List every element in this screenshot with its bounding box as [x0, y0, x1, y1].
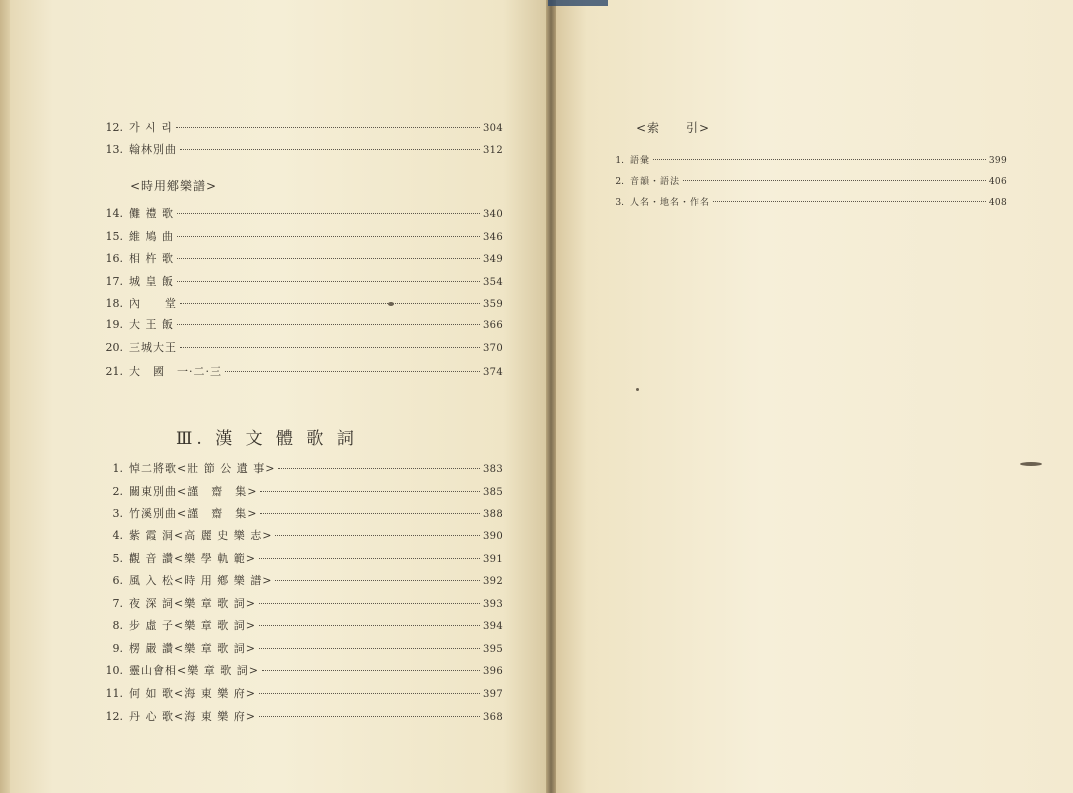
entry-title: 大 王 飯 — [129, 318, 174, 331]
entry-page: 392 — [483, 576, 503, 587]
book-gutter — [546, 0, 556, 793]
index-entry — [610, 175, 1007, 189]
entry-number: 10. — [105, 664, 123, 677]
entry-title: 儺 禮 歌 — [129, 207, 174, 220]
dot-leader — [177, 281, 480, 282]
entry-number: 3. — [112, 507, 123, 520]
dot-leader — [653, 159, 986, 160]
dot-leader — [262, 670, 480, 671]
toc-entry — [101, 485, 503, 500]
dot-leader — [176, 127, 480, 128]
entry-number: 7. — [112, 597, 123, 610]
toc-entry — [101, 365, 503, 380]
entry-page: 383 — [483, 464, 503, 475]
toc-entry — [101, 642, 503, 657]
dot-leader — [177, 236, 480, 237]
dot-leader — [177, 213, 480, 214]
entry-number: 16. — [105, 252, 123, 265]
toc-entry — [101, 552, 503, 567]
toc-entry — [101, 687, 503, 702]
entry-number: 6. — [112, 574, 123, 587]
entry-number: 3. — [615, 198, 624, 208]
dot-leader — [683, 180, 986, 181]
entry-title: 가 시 리 — [129, 121, 173, 134]
dot-leader — [225, 371, 480, 372]
entry-number: 19. — [105, 318, 123, 331]
entry-title: 相 杵 歌 — [129, 252, 174, 265]
paper-speck — [388, 302, 394, 306]
entry-number: 2. — [615, 177, 624, 187]
dot-leader — [177, 258, 480, 259]
entry-title: 紫 霞 洞<高 麗 史 樂 志> — [129, 529, 273, 542]
dot-leader — [259, 648, 480, 649]
entry-title: 丹 心 歌<海 東 樂 府> — [129, 710, 256, 723]
index-entry — [610, 154, 1007, 168]
toc-entry — [101, 207, 503, 222]
entry-page: 385 — [483, 487, 503, 498]
entry-number: 5. — [112, 552, 123, 565]
entry-title: 夜 深 詞<樂 章 歌 詞> — [129, 597, 256, 610]
entry-title: 音韻・語法 — [630, 177, 681, 187]
entry-number: 12. — [105, 710, 123, 723]
entry-page: 370 — [483, 343, 503, 354]
entry-title: 內 堂 — [129, 297, 177, 310]
dot-leader — [180, 347, 480, 348]
entry-page: 349 — [483, 254, 503, 265]
paper-speck — [636, 388, 639, 391]
part-title: Ⅲ. 漢 文 體 歌 詞 — [176, 429, 358, 449]
page-tab — [548, 0, 608, 6]
entry-page: 393 — [483, 599, 503, 610]
entry-page: 354 — [483, 277, 503, 288]
dot-leader — [259, 603, 480, 604]
entry-page: 390 — [483, 531, 503, 542]
entry-title: 維 鳩 曲 — [129, 230, 174, 243]
dot-leader — [259, 693, 480, 694]
entry-title: 語彙 — [630, 156, 651, 166]
entry-page: 408 — [988, 198, 1007, 208]
entry-number: 4. — [112, 529, 123, 542]
entry-number: 21. — [105, 365, 123, 378]
toc-entry — [101, 462, 503, 477]
entry-page: 406 — [988, 177, 1007, 187]
right-page — [556, 0, 1073, 793]
entry-number: 12. — [105, 121, 123, 134]
toc-entry — [101, 507, 503, 522]
entry-title: 竹溪別曲<謹 齋 集> — [129, 507, 258, 520]
index-entry — [610, 196, 1007, 210]
entry-number: 1. — [615, 156, 624, 166]
entry-number: 13. — [105, 143, 123, 156]
dot-leader — [180, 149, 480, 150]
entry-number: 14. — [105, 207, 123, 220]
toc-entry — [101, 529, 503, 544]
entry-page: 374 — [483, 367, 503, 378]
entry-title: 靈山會相<樂 章 歌 詞> — [129, 664, 259, 677]
entry-number: 8. — [112, 619, 123, 632]
dot-leader — [275, 580, 480, 581]
entry-title: 風 入 松<時 用 鄕 樂 譜> — [129, 574, 273, 587]
entry-number: 15. — [105, 230, 123, 243]
entry-number: 1. — [112, 462, 123, 475]
dot-leader — [260, 513, 480, 514]
toc-entry — [101, 619, 503, 634]
index-heading: <索 引> — [636, 121, 711, 135]
section-heading: <時用鄕樂譜> — [130, 179, 218, 193]
toc-entry — [101, 710, 503, 725]
dot-leader — [275, 535, 480, 536]
entry-page: 346 — [483, 232, 503, 243]
entry-page: 304 — [483, 123, 503, 134]
toc-entry — [101, 230, 503, 245]
dot-leader — [180, 303, 480, 304]
entry-page: 394 — [483, 621, 503, 632]
entry-page: 397 — [483, 689, 503, 700]
dot-leader — [259, 716, 480, 717]
paper-speck — [1020, 462, 1042, 466]
entry-page: 399 — [988, 156, 1007, 166]
entry-number: 17. — [105, 275, 123, 288]
entry-title: 楞 嚴 讚<樂 章 歌 詞> — [129, 642, 256, 655]
dot-leader — [713, 201, 986, 202]
entry-page: 359 — [483, 299, 503, 310]
entry-title: 關東別曲<謹 齋 集> — [129, 485, 258, 498]
entry-title: 三城大王 — [129, 341, 177, 354]
entry-title: 何 如 歌<海 東 樂 府> — [129, 687, 256, 700]
entry-title: 人名・地名・作名 — [630, 198, 711, 208]
toc-entry — [101, 664, 503, 679]
toc-entry — [101, 252, 503, 267]
toc-entry — [101, 574, 503, 589]
toc-entry — [101, 275, 503, 290]
dot-leader — [260, 491, 480, 492]
entry-page: 388 — [483, 509, 503, 520]
dot-leader — [259, 558, 480, 559]
entry-page: 396 — [483, 666, 503, 677]
toc-entry — [101, 597, 503, 612]
entry-number: 11. — [105, 687, 123, 700]
toc-entry — [101, 318, 503, 333]
dot-leader — [259, 625, 480, 626]
entry-title: 翰林別曲 — [129, 143, 177, 156]
entry-title: 城 皇 飯 — [129, 275, 174, 288]
toc-entry — [101, 297, 503, 312]
entry-page: 391 — [483, 554, 503, 565]
entry-page: 312 — [483, 145, 503, 156]
toc-entry — [101, 121, 503, 136]
entry-title: 大 國 一·二·三 — [129, 365, 222, 378]
dot-leader — [177, 324, 480, 325]
entry-title: 觀 音 讚<樂 學 軌 範> — [129, 552, 256, 565]
entry-number: 18. — [105, 297, 123, 310]
entry-number: 20. — [105, 341, 123, 354]
dot-leader — [278, 468, 480, 469]
entry-page: 368 — [483, 712, 503, 723]
toc-entry — [101, 341, 503, 356]
entry-number: 2. — [112, 485, 123, 498]
toc-entry — [101, 143, 503, 158]
entry-page: 395 — [483, 644, 503, 655]
entry-title: 悼二將歌<壯 節 公 遺 事> — [129, 462, 276, 475]
entry-page: 340 — [483, 209, 503, 220]
entry-page: 366 — [483, 320, 503, 331]
entry-title: 步 虛 子<樂 章 歌 詞> — [129, 619, 256, 632]
entry-number: 9. — [112, 642, 123, 655]
